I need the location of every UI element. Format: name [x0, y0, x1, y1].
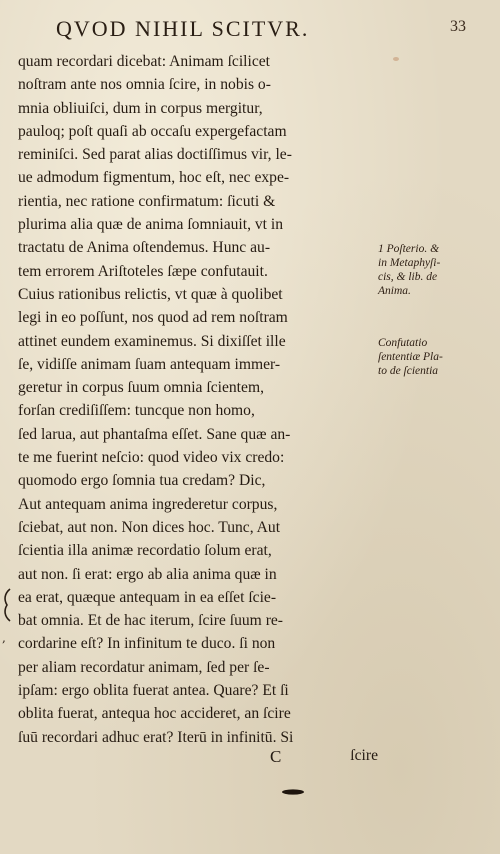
ink-stain — [393, 57, 399, 61]
text-line: attinet eundem examinemus. Si dixiſſet ille — [18, 332, 286, 350]
margin-note-line: in Metaphyſi- — [378, 257, 441, 269]
text-line: geretur in corpus ſuum omnia ſcientem, — [18, 379, 264, 397]
catchword: ſcire — [350, 747, 378, 764]
text-line: per aliam recordatur animam, ſed per ſe- — [18, 658, 270, 676]
margin-note-confutatio — [378, 336, 443, 378]
text-line: rientia, nec ratione confirmatum: ſicuti & — [18, 192, 276, 210]
running-title: QVOD NIHIL SCITVR. — [56, 16, 310, 41]
text-line: tem errorem Ariſtoteles ſæpe confutauit. — [18, 262, 268, 280]
text-line: quomodo ergo ſomnia tua credam? Dic, — [18, 472, 266, 490]
text-line: ue admodum figmentum, hoc eſt, nec expe- — [18, 169, 290, 187]
page-number: 33 — [450, 18, 466, 35]
text-line: cordarine eſt? In infinitum te duco. ſi non — [18, 635, 276, 653]
text-line: ſuū recordari adhuc erat? Iterū in infinitū. Si — [18, 728, 294, 746]
text-line: plurima alia quæ de anima ſomniauit, vt in — [18, 216, 284, 234]
text-line: ſed larua, aut phantaſma eſſet. Sane quæ an- — [18, 425, 291, 443]
text-line: ſcientia illa animæ recordatio ſolum erat, — [18, 542, 272, 560]
margin-note-line: ſententiæ Pla- — [378, 351, 443, 363]
text-line: ipſam: ergo oblita fuerat antea. Quare? Et ſi — [18, 682, 289, 700]
text-line: bat omnia. Et de hac iterum, ſcire ſuum re- — [18, 612, 283, 630]
margin-note-line: 1 Poſterio. & — [378, 243, 440, 255]
text-line: oblita fuerat, antequa hoc accideret, an ſcire — [18, 705, 291, 723]
margin-note-line: cis, & lib. de — [378, 271, 438, 283]
text-line: ſe, vidiſſe animam ſuam antequam immer- — [18, 355, 281, 373]
text-line: noſtram ante nos omnia ſcire, in nobis o- — [18, 76, 271, 94]
text-line: ea erat, quæque antequam in ea eſſet ſcie- — [18, 588, 277, 606]
signature-mark: C — [270, 747, 282, 766]
text-line: forſan crediſiſſem: tuncque non homo, — [18, 402, 255, 420]
text-line: Cuius rationibus relictis, vt quæ à quolibet — [18, 285, 283, 303]
margin-note-line: Confutatio — [378, 337, 428, 349]
text-line: te me fuerint neſcio: quod video vix credo: — [18, 449, 285, 467]
margin-note-line: to de ſcientia — [378, 365, 439, 377]
text-line: quam recordari dicebat: Animam ſcilicet — [18, 53, 270, 70]
main-text-block — [18, 50, 380, 749]
left-bracket-mark — [2, 588, 12, 622]
text-line: ſciebat, aut non. Non dices hoc. Tunc, Aut — [18, 518, 281, 536]
text-line: aut non. ſi erat: ergo ab alia anima quæ in — [18, 565, 277, 583]
text-line: tractatu de Anima oſtendemus. Hunc au- — [18, 239, 271, 257]
text-line: legi in eo poſſunt, nos quod ad rem noſtram — [18, 309, 288, 327]
text-line: Aut antequam anima ingrederetur corpus, — [18, 495, 278, 513]
margin-comma-mark: , — [2, 631, 6, 645]
text-line: pauloq; poſt quaſi ab occaſu expergefactam — [18, 122, 287, 140]
margin-note-reference — [378, 242, 440, 298]
text-line: reminiſci. Sed parat alias doctiſſimus vir, le- — [18, 146, 292, 164]
margin-note-line: Anima. — [378, 285, 411, 297]
page-footer — [18, 747, 380, 771]
ink-blot-ornament — [281, 788, 305, 796]
page-header — [46, 14, 466, 40]
text-line: mnia obliuiſci, dum in corpus mergitur, — [18, 99, 263, 117]
